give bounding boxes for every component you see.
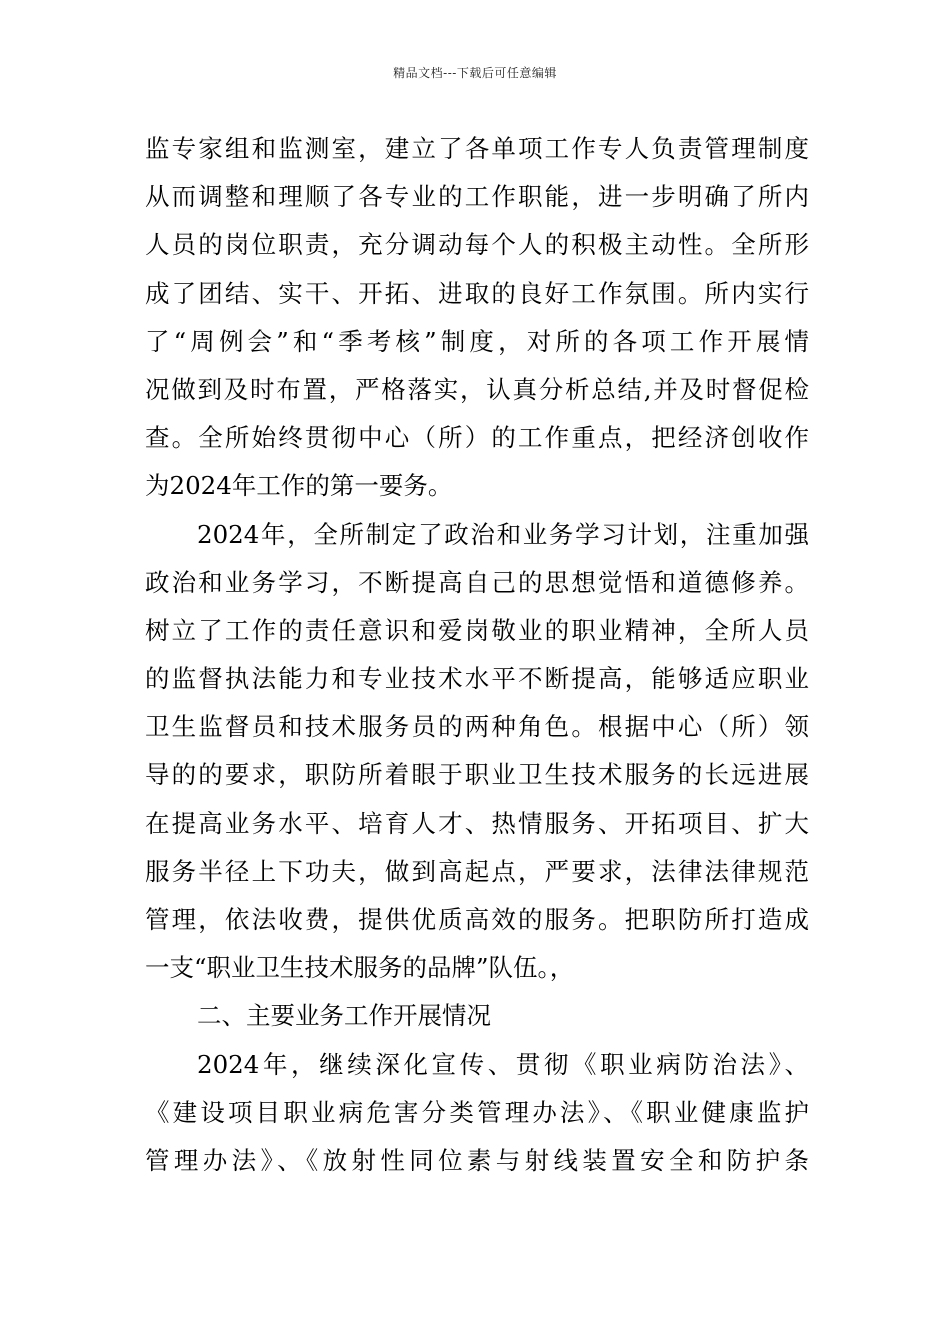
paragraph-line: 为2024年工作的第一要务。 — [145, 471, 453, 501]
paragraph-line: 人员的岗位职责，充分调动每个人的积极主动性。全所形 — [145, 230, 809, 260]
paragraph-line: 《建设项目职业病危害分类管理办法》、《职业健康监护 — [145, 1097, 809, 1127]
paragraph-line: 的监督执法能力和专业技术水平不断提高，能够适应职业 — [145, 664, 809, 694]
paragraph-line: 服务半径上下功夫，做到高起点，严要求，法律法律规范 — [145, 856, 809, 886]
paragraph-line: 查。全所始终贯彻中心（所）的工作重点，把经济创收作 — [145, 423, 809, 453]
paragraph-line: 了“周例会”和“季考核”制度，对所的各项工作开展情 — [145, 326, 809, 356]
paragraph-line: 况做到及时布置，严格落实，认真分析总结,并及时督促检 — [145, 374, 809, 404]
paragraph-line: 2024年，全所制定了政治和业务学习计划，注重加强 — [197, 519, 809, 549]
paragraph-line: 从而调整和理顺了各专业的工作职能，进一步明确了所内 — [145, 182, 809, 212]
paragraph-line: 卫生监督员和技术服务员的两种角色。根据中心（所）领 — [145, 712, 809, 742]
paragraph-line: 树立了工作的责任意识和爱岗敬业的职业精神，全所人员 — [145, 615, 809, 645]
paragraph-line: 管理办法》、《放射性同位素与射线装置安全和防护条 — [145, 1145, 809, 1175]
paragraph-line: 监专家组和监测室，建立了各单项工作专人负责管理制度 — [145, 134, 809, 163]
section-heading: 二、主要业务工作开展情况 — [197, 1001, 491, 1031]
paragraph-line: 2024年，继续深化宣传、贯彻《职业病防治法》、 — [197, 1049, 809, 1079]
paragraph-line: 政治和业务学习，不断提高自己的思想觉悟和道德修养。 — [145, 567, 809, 597]
paragraph-line: 导的的要求，职防所着眼于职业卫生技术服务的长远进展 — [145, 760, 809, 790]
paragraph-line: 一支“职业卫生技术服务的品牌”队伍。， — [145, 953, 575, 983]
paragraph-line: 管理，依法收费，提供优质高效的服务。把职防所打造成 — [145, 905, 809, 934]
paragraph-line: 成了团结、实干、开拓、进取的良好工作氛围。所内实行 — [145, 278, 809, 308]
paragraph-line: 在提高业务水平、培育人才、热情服务、开拓项目、扩大 — [145, 808, 809, 838]
document-body — [145, 125, 809, 1185]
page-header: 精品文档---下载后可任意编辑 — [393, 66, 557, 80]
